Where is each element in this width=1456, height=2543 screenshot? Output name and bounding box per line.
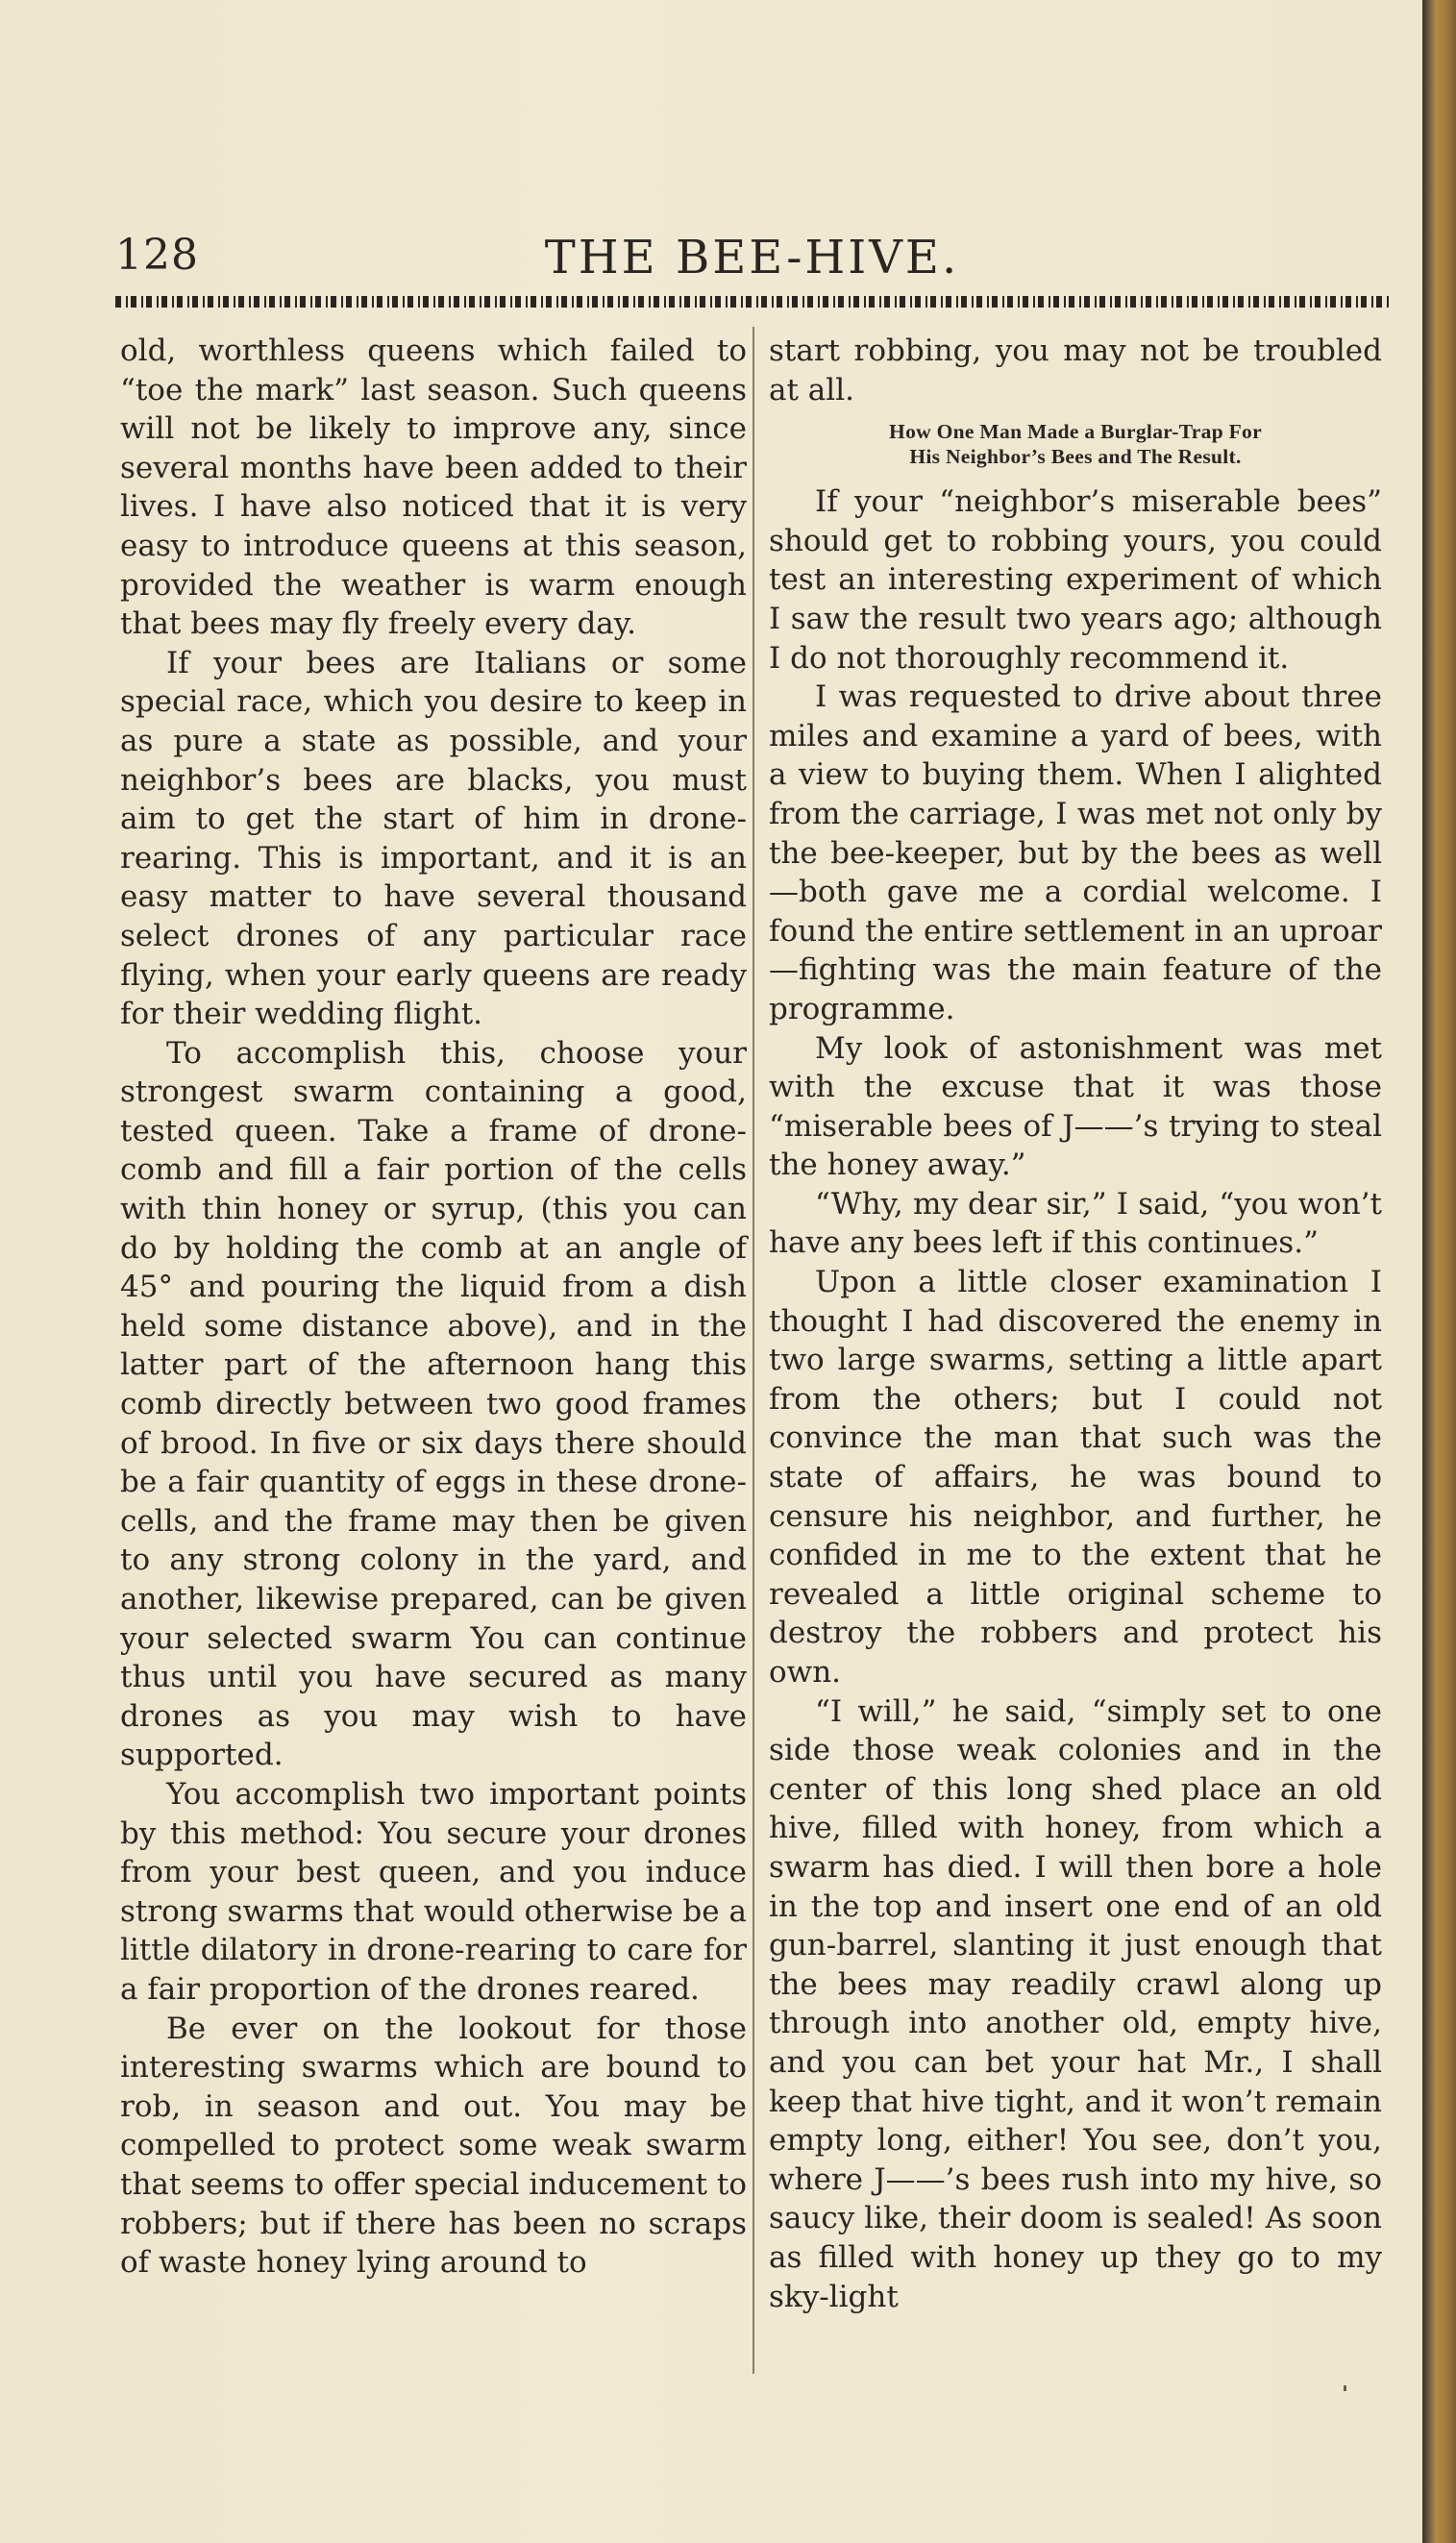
section-heading: [769, 419, 1382, 469]
section-heading-line: His Neighbor’s Bees and The Result.: [909, 445, 1242, 469]
header-rule: [115, 296, 1389, 308]
paragraph: “I will,” he said, “simply set to one side those weak colonies and in the center of this long shed place an old hive, filled with honey, from which a swarm has died. I will then bore a hole in the top and insert one end of an old gun-barrel, slanting it just enough that the bees may readily crawl along up through into another old, empty hive, and you can bet your hat Mr., I shall keep that hive tight, and it won’t remain empty long, either! You see, don’t you, where J——’s bees rush into my hive, so saucy like, their doom is sealed! As soon as filled with honey up they go to my sky-light: [769, 1693, 1382, 2314]
right-column: [769, 332, 1382, 2316]
paragraph: start robbing, you may not be troubled at all.: [769, 333, 1382, 407]
paragraph: If your “neighbor’s miserable bees” should get to robbing yours, you could test an interesting experiment of which I saw the result two years ago; although I do not thoroughly recommend it.: [769, 484, 1382, 676]
paragraph: You accomplish two important points by this method: You secure your drones from your best queen, and you induce strong swarms that would otherwise be a little dilatory in drone-rearing to care for a fair proportion of the drones reared.: [120, 1776, 747, 2007]
paragraph: “Why, my dear sir,” I said, “you won’t have any bees left if this continues.”: [769, 1186, 1382, 1261]
section-heading-line: How One Man Made a Burglar-Trap For: [889, 420, 1262, 444]
page-edge: [1422, 0, 1456, 2543]
paragraph: I was requested to drive about three miles and examine a yard of bees, with a view to buying them. When I alighted from the carriage, I was met not only by the bee-keeper, but by the bees as well—both gave me a cordial welcome. I found the entire settlement in an uproar—fighting was the main feature of the programme.: [769, 679, 1382, 1026]
page-header: [115, 231, 1389, 288]
paragraph: Upon a little closer examination I thought I had discovered the enemy in two large swarms, setting a little apart from the others; but I could not convince the man that such was the state of affairs, he was bound to censure his neighbor, and further, he confided in me to the extent that he revealed a little original scheme to destroy the robbers and protect his own.: [769, 1265, 1382, 1690]
paragraph: My look of astonishment was met with the excuse that it was those “miserable bees of J——’s trying to steal the honey away.”: [769, 1030, 1382, 1183]
paragraph: Be ever on the lookout for those interesting swarms which are bound to rob, in season and out. You may be compelled to protect some weak swarm that seems to offer special inducement to robbers; but if there has been no scraps of waste honey lying around to: [120, 2011, 747, 2281]
left-column: [120, 332, 747, 2283]
column-divider: [753, 327, 754, 2374]
paragraph: To accomplish this, choose your strongest swarm containing a good, tested queen. Take a frame of drone-comb and fill a fair portion of the cells with thin honey or syrup, (this you can do by holding the comb at an angle of 45° and pouring the liquid from a dish held some distance above), and in the latter part of the afternoon hang this comb directly between two good frames of brood. In five or six days there should be a fair quantity of eggs in these drone-cells, and the frame may then be given to any strong colony in the yard, and another, likewise prepared, can be given your selected swarm You can continue thus until you have secured as many drones as you may wish to have supported.: [120, 1035, 747, 1773]
paragraph: If your bees are Italians or some special race, which you desire to keep in as pure a state as possible, and your neighbor’s bees are blacks, you must aim to get the start of him in drone-rearing. This is important, and it is an easy matter to have several thousand select drones of any particular race flying, when your early queens are ready for their wedding flight.: [120, 645, 747, 1032]
page-number: 128: [115, 231, 199, 280]
paragraph: old, worthless queens which failed to “toe the mark” last season. Such queens will not be likely to improve any, since several months have been added to their lives. I have also noticed that it is very easy to introduce queens at this season, provided the weather is warm enough that bees may fly freely every day.: [120, 333, 747, 642]
running-title: THE BEE-HIVE.: [544, 231, 960, 284]
paper-speck: [1344, 2385, 1346, 2391]
